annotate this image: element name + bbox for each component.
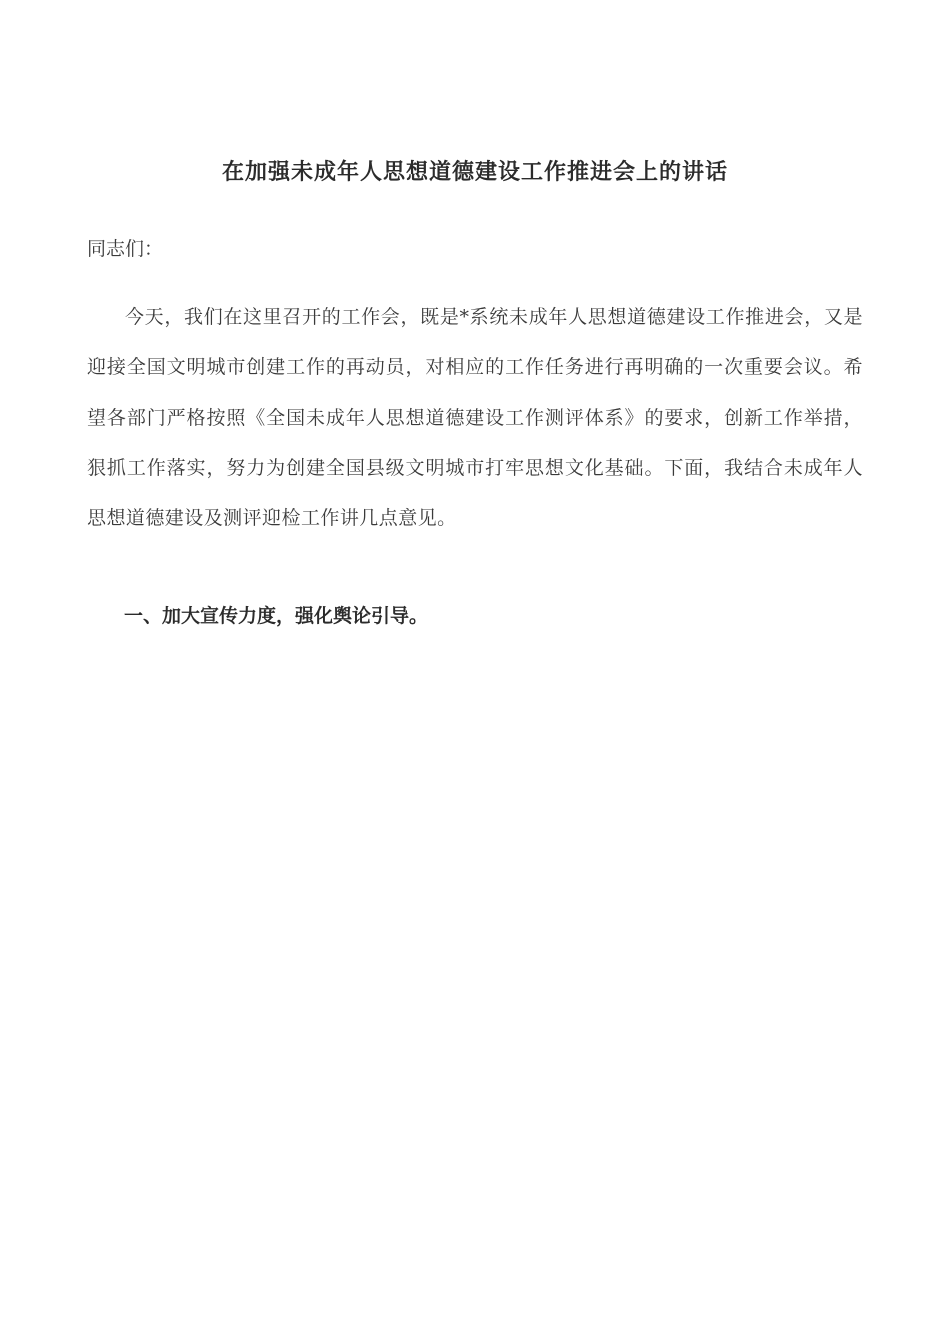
document-title: 在加强未成年人思想道德建设工作推进会上的讲话	[221, 160, 728, 185]
body-paragraph: 今天，我们在这里召开的工作会，既是*系统未成年人思想道德建设工作推进会，又是迎接全国文明城市创建工作的再动员，对相应的工作任务进行再明确的一次重要会议。希望各部门严格按照《全国未成年人思想道德建设工作测评体系》的要求，创新工作举措，狠抓工作落实，努力为创建全国县级文明城市打牢思想文化基础。下面，我结合未成年人思想道德建设及测评迎检工作讲几点意见。	[87, 306, 863, 530]
section-heading: 一、加大宣传力度，强化舆论引导。	[124, 605, 429, 627]
salutation: 同志们：	[87, 238, 164, 260]
